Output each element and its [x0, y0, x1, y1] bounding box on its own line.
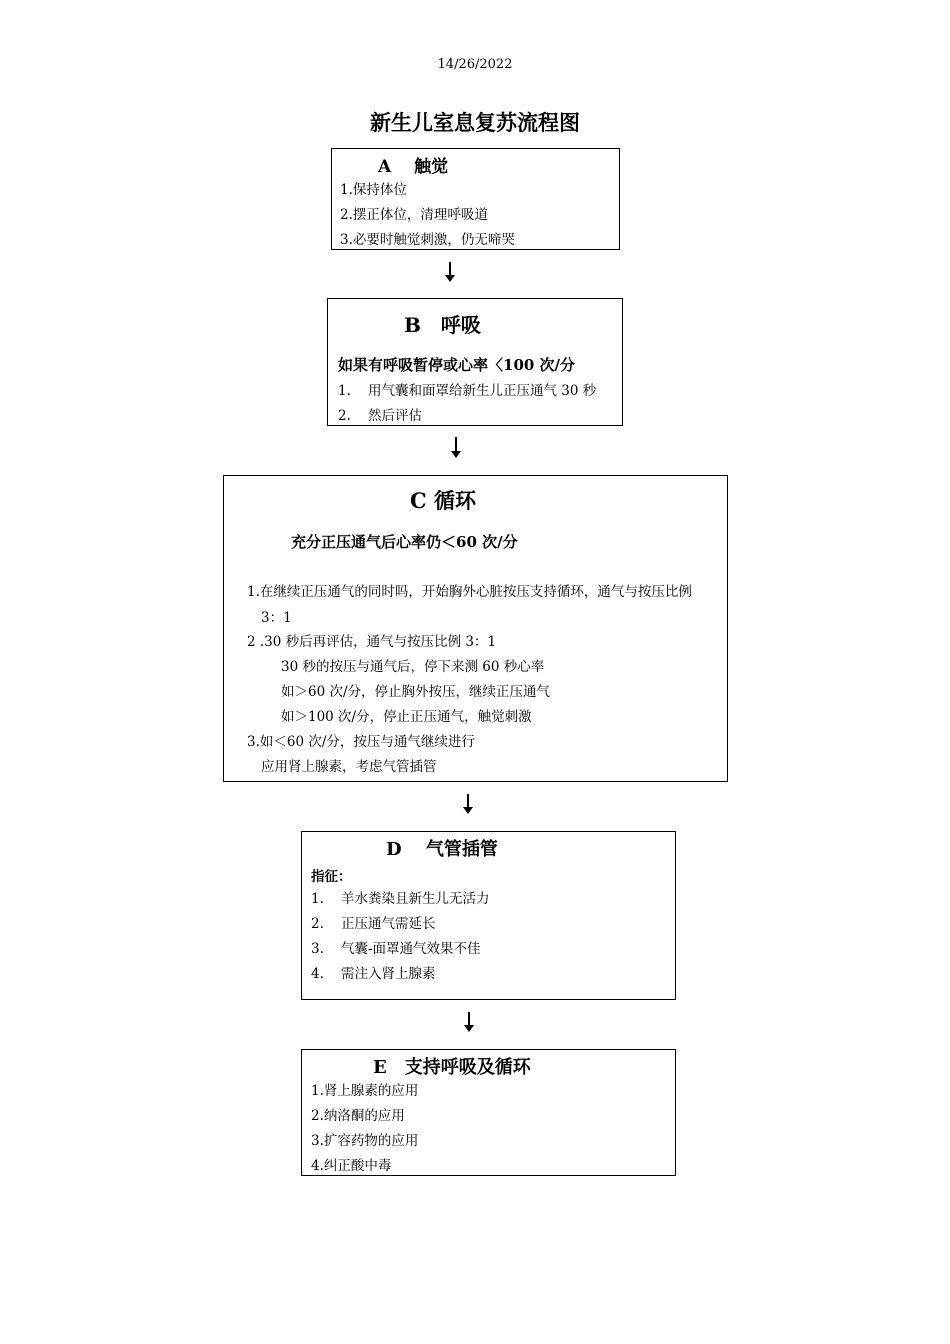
step-a-item: 1.保持体位	[340, 182, 407, 198]
flow-arrow-b-c	[450, 437, 462, 458]
step-e-box	[301, 1049, 676, 1176]
step-c-line: 如＞60 次/分，停止胸外按压，继续正压通气	[281, 684, 551, 700]
step-d-item	[311, 940, 481, 958]
step-d-item-number: 3.	[311, 941, 324, 957]
step-e-item: 2.纳洛酮的应用	[311, 1108, 405, 1124]
step-c-condition: 充分正压通气后心率仍＜60 次/分	[291, 533, 518, 551]
step-b-heading: B 呼吸	[404, 313, 481, 337]
step-c-line: 3：1	[261, 610, 292, 626]
step-d-label: 指征：	[311, 869, 352, 885]
step-d-item	[311, 965, 436, 983]
step-b-item	[338, 382, 596, 400]
step-a-heading: A 触觉	[378, 157, 449, 177]
step-e-item: 3.扩容药物的应用	[311, 1133, 419, 1149]
step-d-item-text: 气囊-面罩通气效果不佳	[341, 941, 481, 957]
step-b-item-text: 用气囊和面罩给新生儿正压通气 30 秒	[368, 383, 597, 399]
step-d-item-text: 正压通气需延长	[341, 916, 436, 932]
step-e-item: 4.纠正酸中毒	[311, 1158, 392, 1174]
step-d-item-number: 1.	[311, 891, 324, 907]
step-c-line: 如＞100 次/分，停止正压通气，触觉刺激	[281, 709, 532, 725]
step-e-heading: E 支持呼吸及循环	[373, 1057, 531, 1078]
step-d-item-number: 2.	[311, 916, 324, 932]
flow-arrow-d-e	[463, 1012, 475, 1032]
step-b-item-text: 然后评估	[368, 408, 422, 424]
step-b-box	[327, 298, 623, 426]
step-a-item: 3.必要时触觉刺激，仍无啼哭	[340, 232, 515, 248]
step-a-item: 2.摆正体位，清理呼吸道	[340, 207, 488, 223]
step-a-box	[331, 148, 620, 250]
step-d-item-text: 需注入肾上腺素	[341, 966, 436, 982]
step-d-item-text: 羊水粪染且新生儿无活力	[341, 891, 490, 907]
step-d-heading: D 气管插管	[386, 839, 498, 860]
step-b-item-number: 1.	[338, 383, 351, 399]
step-b-condition: 如果有呼吸暂停或心率〈100 次/分	[338, 356, 576, 374]
step-c-line: 3.如＜60 次/分，按压与通气继续进行	[247, 734, 475, 750]
flow-arrow-a-b	[444, 262, 456, 282]
step-c-box	[223, 475, 728, 782]
step-c-heading: C 循环	[410, 488, 477, 513]
flow-arrow-c-d	[462, 794, 474, 814]
step-b-item-number: 2.	[338, 408, 351, 424]
step-c-line: 2 .30 秒后再评估，通气与按压比例 3：1	[247, 634, 497, 650]
step-b-item	[338, 407, 422, 425]
page-date: 14/26/2022	[437, 57, 513, 72]
step-c-line: 1.在继续正压通气的同时吗，开始胸外心脏按压支持循环，通气与按压比例	[247, 584, 692, 600]
step-d-box	[301, 831, 676, 1000]
step-c-line: 应用肾上腺素，考虑气管插管	[261, 759, 437, 775]
step-d-item	[311, 890, 490, 908]
step-e-item: 1.肾上腺素的应用	[311, 1083, 419, 1099]
step-c-line: 30 秒的按压与通气后，停下来测 60 秒心率	[281, 659, 545, 675]
step-d-item-number: 4.	[311, 966, 324, 982]
step-d-item	[311, 915, 436, 933]
page-title: 新生儿室息复苏流程图	[370, 110, 580, 135]
